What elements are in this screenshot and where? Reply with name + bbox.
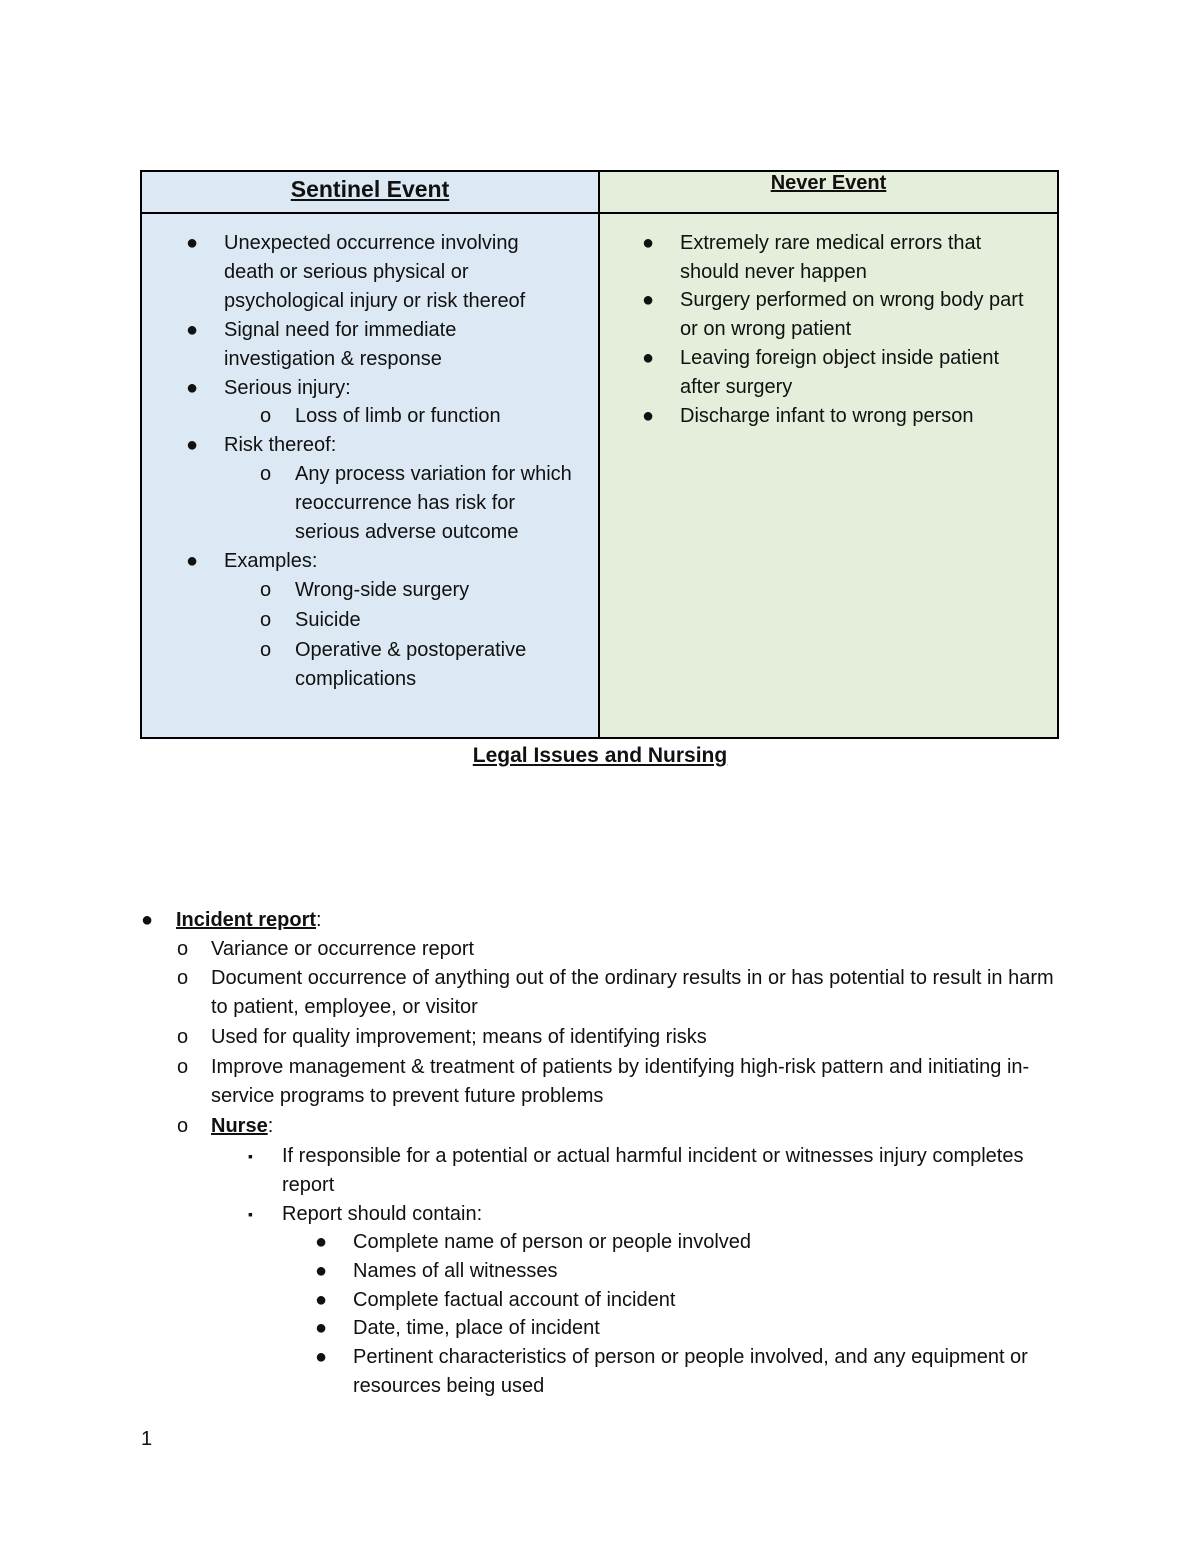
bullet-circle: o bbox=[177, 1026, 189, 1048]
bullet-circle: o bbox=[260, 405, 272, 427]
incident-subitem: Document occurrence of anything out of the ordinary results in or has potential to result in harm to patient, employee, or visitor bbox=[211, 967, 1054, 1018]
never-event-item: Leaving foreign object inside patient after surgery bbox=[680, 347, 1000, 398]
bullet-disc: ● bbox=[186, 377, 199, 399]
report-item: Complete name of person or people involved bbox=[353, 1231, 752, 1253]
sentinel-event-cell bbox=[142, 214, 600, 737]
report-item: Date, time, place of incident bbox=[353, 1317, 600, 1339]
bullet-disc: ● bbox=[315, 1289, 328, 1311]
bullet-circle: o bbox=[177, 967, 189, 989]
sentinel-event-heading: Sentinel Event bbox=[290, 176, 450, 202]
bullet-disc: ● bbox=[186, 550, 199, 572]
sentinel-item: Serious injury: bbox=[224, 377, 351, 399]
sentinel-item: Risk thereof: bbox=[224, 434, 337, 456]
bullet-square: ▪ bbox=[248, 1148, 253, 1164]
bullet-disc: ● bbox=[315, 1231, 328, 1253]
bullet-disc: ● bbox=[315, 1317, 328, 1339]
bullet-circle: o bbox=[260, 639, 272, 661]
bullet-disc: ● bbox=[642, 405, 655, 427]
colon: : bbox=[267, 1115, 274, 1137]
sentinel-event-header-cell bbox=[142, 172, 600, 214]
bullet-circle: o bbox=[177, 1115, 189, 1137]
bullet-circle: o bbox=[260, 463, 272, 485]
page-number: 1 bbox=[141, 1428, 153, 1450]
never-event-header-cell bbox=[600, 172, 1057, 214]
never-event-item: Discharge infant to wrong person bbox=[680, 405, 974, 427]
comparison-table bbox=[140, 170, 1059, 739]
nurse-subitem: Report should contain: bbox=[282, 1203, 483, 1225]
bullet-disc: ● bbox=[186, 319, 199, 341]
sentinel-subitem: Any process variation for which reoccurrence has risk for serious adverse outcome bbox=[295, 463, 572, 543]
sentinel-subitem: Operative & postoperative complications bbox=[295, 639, 527, 690]
sentinel-subitem: Wrong-side surgery bbox=[295, 579, 470, 601]
sentinel-subitem: Suicide bbox=[295, 609, 361, 631]
bullet-disc: ● bbox=[642, 232, 655, 254]
report-item: Names of all witnesses bbox=[353, 1260, 558, 1282]
never-event-item: Extremely rare medical errors that should never happen bbox=[680, 232, 982, 283]
nurse-subitem: If responsible for a potential or actual harmful incident or witnesses injury completes report bbox=[282, 1145, 1024, 1196]
nurse-item bbox=[211, 1112, 273, 1141]
bullet-circle: o bbox=[177, 938, 189, 960]
bullet-disc: ● bbox=[186, 232, 199, 254]
incident-report-item bbox=[176, 906, 322, 935]
sentinel-item: Examples: bbox=[224, 550, 318, 572]
sentinel-item: Signal need for immediate investigation & response bbox=[224, 319, 457, 370]
report-item: Pertinent characteristics of person or people involved, and any equipment or resources being used bbox=[353, 1346, 1028, 1397]
never-event-cell bbox=[600, 214, 1057, 737]
section-title: Legal Issues and Nursing bbox=[472, 744, 728, 767]
bullet-disc: ● bbox=[642, 347, 655, 369]
incident-report-label: Incident report bbox=[176, 909, 317, 931]
sentinel-item: Unexpected occurrence involving death or serious physical or psychological injury or risk thereof bbox=[224, 232, 526, 312]
incident-subitem: Improve management & treatment of patients by identifying high-risk pattern and initiating in-service programs to prevent future problems bbox=[211, 1056, 1030, 1107]
report-item: Complete factual account of incident bbox=[353, 1289, 676, 1311]
colon: : bbox=[316, 909, 322, 931]
never-event-item: Surgery performed on wrong body part or on wrong patient bbox=[680, 289, 1024, 340]
bullet-square: ▪ bbox=[248, 1206, 253, 1222]
nurse-label: Nurse bbox=[211, 1115, 268, 1137]
sentinel-subitem: Loss of limb or function bbox=[295, 405, 501, 427]
incident-subitem: Used for quality improvement; means of identifying risks bbox=[211, 1026, 707, 1048]
bullet-disc: ● bbox=[141, 909, 154, 931]
bullet-circle: o bbox=[177, 1056, 189, 1078]
bullet-disc: ● bbox=[642, 289, 655, 311]
never-event-heading: Never Event bbox=[770, 172, 887, 194]
bullet-disc: ● bbox=[315, 1260, 328, 1282]
bullet-circle: o bbox=[260, 579, 272, 601]
bullet-disc: ● bbox=[186, 434, 199, 456]
bullet-disc: ● bbox=[315, 1346, 328, 1368]
incident-subitem: Variance or occurrence report bbox=[211, 938, 475, 960]
bullet-circle: o bbox=[260, 609, 272, 631]
